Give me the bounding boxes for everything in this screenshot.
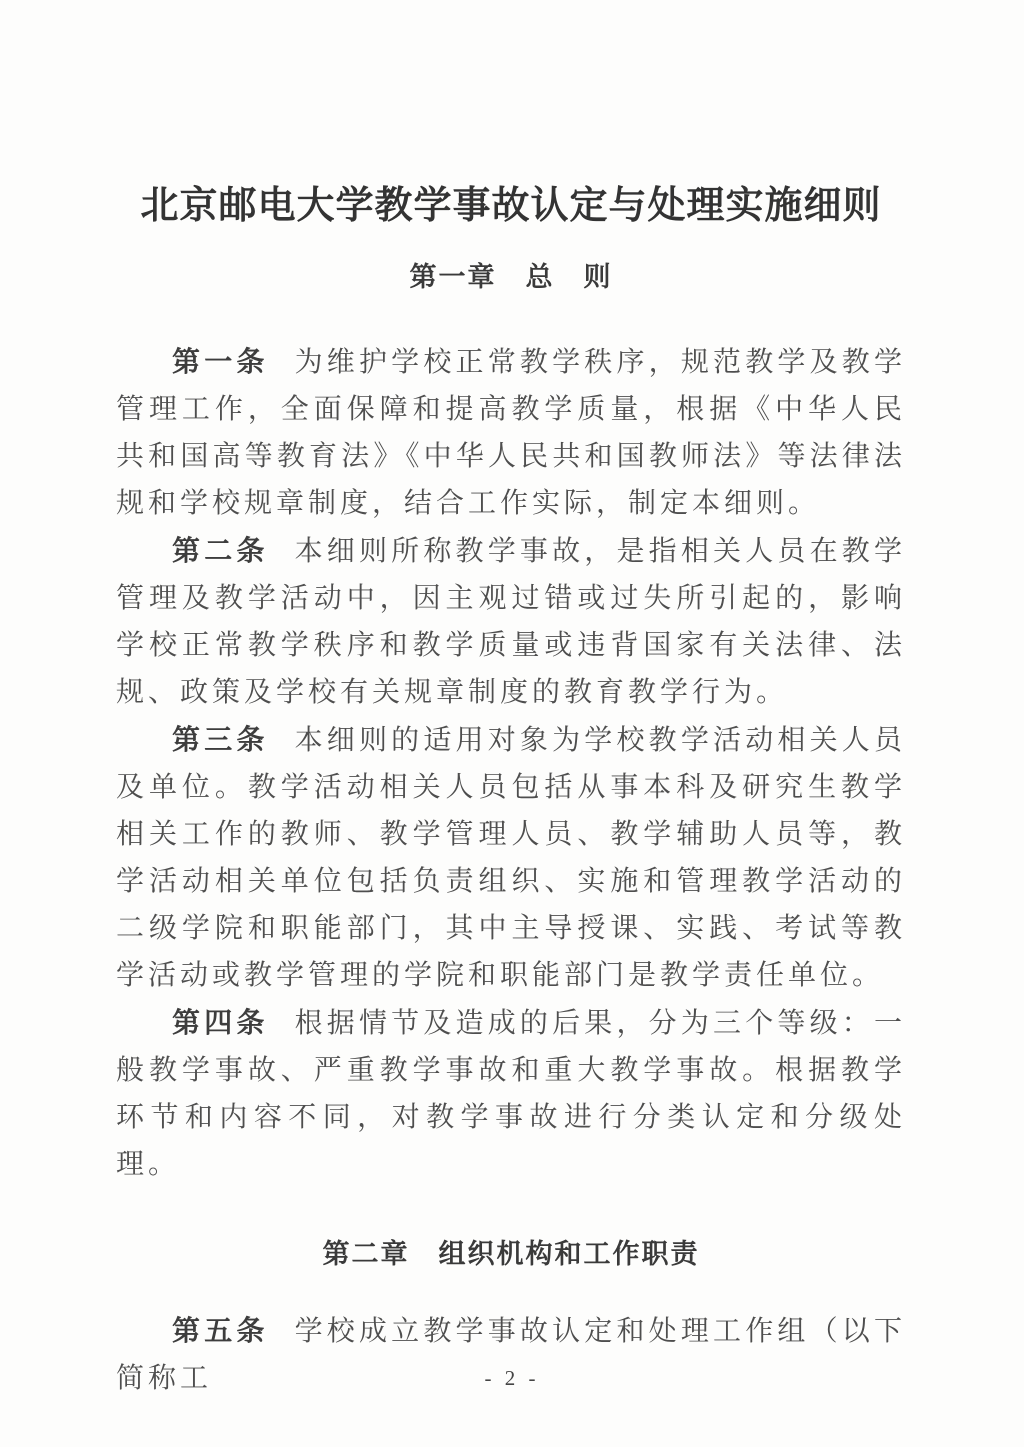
article-2 xyxy=(116,527,906,716)
article-4 xyxy=(116,999,906,1188)
document-title: 北京邮电大学教学事故认定与处理实施细则 xyxy=(140,185,882,227)
page-number: - 2 - xyxy=(484,1366,540,1390)
article-4-label: 第四条 xyxy=(172,1007,269,1038)
chapter-1-heading: 第一章 总 则 xyxy=(409,262,613,292)
article-2-text: 本细则所称教学事故，是指相关人员在教学管理及教学活动中，因主观过错或过失所引起的，影响学校正常教学秩序和教学质量或违背国家有关法律、法规、政策及学校有关规章制度的教育教学行为。 xyxy=(116,536,906,708)
chapter-1-articles xyxy=(116,338,906,1188)
article-4-text: 根据情节及造成的后果，分为三个等级：一般教学事故、严重教学事故和重大教学事故。根据教学环节和内容不同，对教学事故进行分类认定和分级处理。 xyxy=(116,1008,906,1180)
chapter-2-heading: 第二章 组织机构和工作职责 xyxy=(322,1239,700,1269)
article-2-label: 第二条 xyxy=(172,535,269,566)
article-3-text: 本细则的适用对象为学校教学活动相关人员及单位。教学活动相关人员包括从事本科及研究生教学相关工作的教师、教学管理人员、教学辅助人员等，教学活动相关单位包括负责组织、实施和管理教学活动的二级学院和职能部门，其中主导授课、实践、考试等教学活动或教学管理的学院和职能部门是教学责任单位。 xyxy=(116,725,906,991)
article-1-label: 第一条 xyxy=(172,346,269,377)
article-3 xyxy=(116,716,906,999)
article-1 xyxy=(116,338,906,527)
article-3-label: 第三条 xyxy=(172,724,269,755)
article-1-text: 为维护学校正常教学秩序，规范教学及教学管理工作，全面保障和提高教学质量，根据《中华人民共和国高等教育法》《中华人民共和国教师法》等法律法规和学校规章制度，结合工作实际，制定本细则。 xyxy=(116,347,906,519)
article-5-text: 学校成立教学事故认定和处理工作组（以下简称工 xyxy=(116,1316,906,1394)
page-content xyxy=(116,0,906,1402)
article-5-label: 第五条 xyxy=(172,1315,269,1346)
